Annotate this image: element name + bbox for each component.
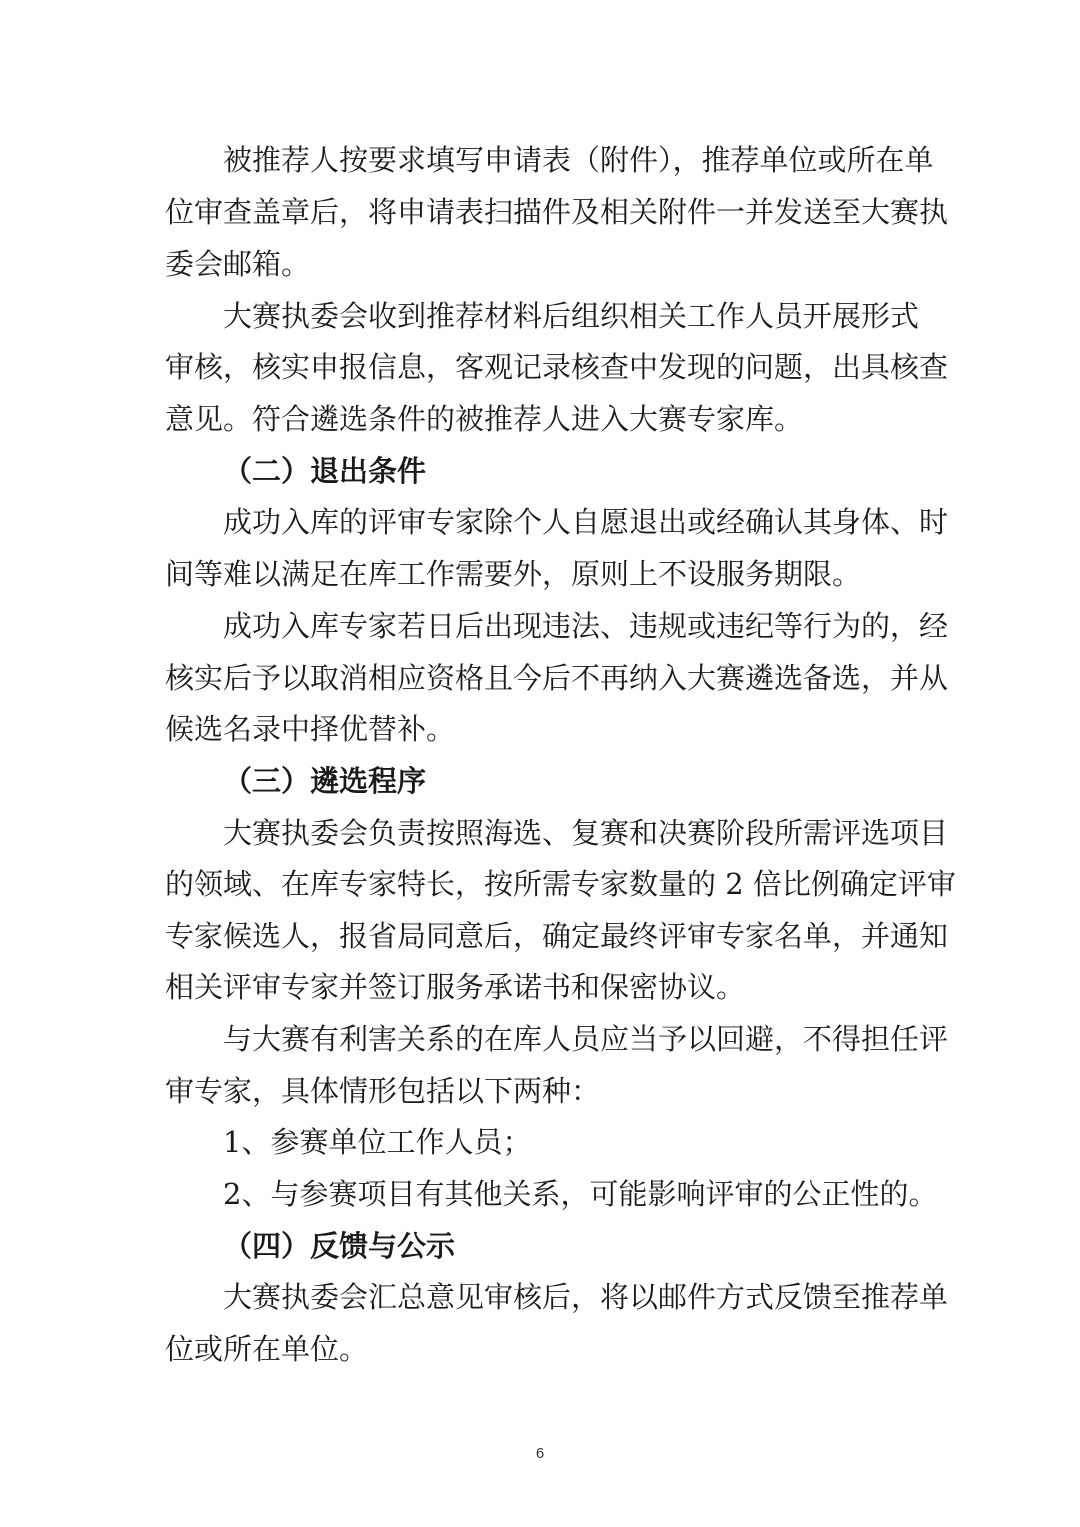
- section-heading-feedback-publicity: （四）反馈与公示: [223, 1229, 456, 1263]
- paragraph-line: 的领域、在库专家特长，按所需专家数量的 2 倍比例确定评审: [165, 867, 956, 901]
- paragraph-line: 间等难以满足在库工作需要外，原则上不设服务期限。: [165, 557, 862, 591]
- paragraph-line: 大赛执委会负责按照海选、复赛和决赛阶段所需评选项目: [223, 816, 949, 850]
- paragraph-line: 专家候选人，报省局同意后，确定最终评审专家名单，并通知: [165, 919, 949, 953]
- paragraph-line: 成功入库专家若日后出现违法、违规或违纪等行为的，经: [223, 609, 949, 643]
- paragraph-line: 被推荐人按要求填写申请表（附件），推荐单位或所在单: [223, 143, 934, 177]
- paragraph-line: 委会邮箱。: [165, 247, 311, 281]
- page-number: 6: [535, 1445, 545, 1462]
- list-item: 2、与参赛项目有其他关系，可能影响评审的公正性的。: [223, 1177, 938, 1211]
- paragraph-line: 意见。符合遴选条件的被推荐人进入大赛专家库。: [165, 402, 804, 436]
- section-heading-exit-conditions: （二）退出条件: [223, 454, 427, 488]
- paragraph-line: 位审查盖章后，将申请表扫描件及相关附件一并发送至大赛执: [165, 195, 949, 229]
- section-heading-selection-procedure: （三）遴选程序: [223, 764, 427, 798]
- paragraph-line: 候选名录中择优替补。: [165, 712, 456, 746]
- list-item: 1、参赛单位工作人员；: [223, 1125, 532, 1159]
- paragraph-line: 审核，核实申报信息，客观记录核查中发现的问题，出具核查: [165, 350, 949, 384]
- paragraph-line: 核实后予以取消相应资格且今后不再纳入大赛遴选备选，并从: [165, 661, 949, 695]
- paragraph-line: 成功入库的评审专家除个人自愿退出或经确认其身体、时: [223, 505, 949, 539]
- paragraph-line: 审专家，具体情形包括以下两种：: [165, 1074, 601, 1108]
- paragraph-line: 位或所在单位。: [165, 1332, 369, 1366]
- paragraph-line: 与大赛有利害关系的在库人员应当予以回避，不得担任评: [223, 1022, 949, 1056]
- paragraph-line: 大赛执委会收到推荐材料后组织相关工作人员开展形式: [223, 299, 920, 333]
- paragraph-line: 大赛执委会汇总意见审核后，将以邮件方式反馈至推荐单: [223, 1280, 949, 1314]
- paragraph-line: 相关评审专家并签订服务承诺书和保密协议。: [165, 970, 746, 1004]
